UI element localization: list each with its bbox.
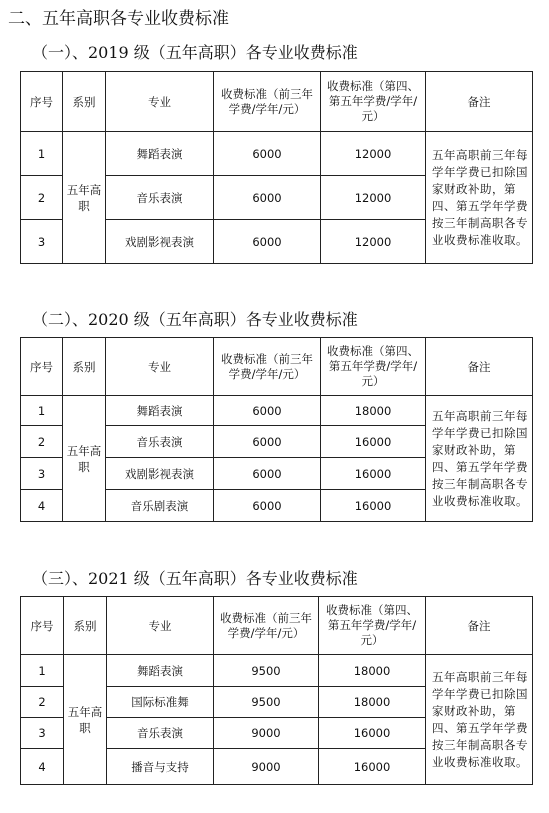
cell-major: 舞蹈表演 bbox=[106, 132, 214, 176]
cell-no: 1 bbox=[21, 396, 63, 426]
cell-no: 4 bbox=[21, 749, 64, 785]
cell-no: 3 bbox=[21, 718, 64, 749]
cell-major: 国际标准舞 bbox=[107, 687, 214, 718]
fee-table-2019 bbox=[20, 71, 533, 264]
cell-major: 音乐剧表演 bbox=[106, 490, 214, 522]
cell-department: 五年高职 bbox=[63, 132, 106, 264]
cell-fee-first: 6000 bbox=[214, 490, 321, 522]
cell-department: 五年高职 bbox=[63, 396, 106, 522]
cell-no: 3 bbox=[21, 220, 63, 264]
header-fee-later: 收费标准（第四、第五年学费/学年/元） bbox=[321, 72, 426, 132]
header-no: 序号 bbox=[21, 597, 64, 655]
cell-no: 3 bbox=[21, 458, 63, 490]
cell-fee-later: 16000 bbox=[321, 458, 426, 490]
cell-no: 2 bbox=[21, 426, 63, 458]
header-fee-first: 收费标准（前三年学费/学年/元） bbox=[214, 597, 319, 655]
header-major: 专业 bbox=[107, 597, 214, 655]
section-title-2020: （二）、2020 级（五年高职）各专业收费标准 bbox=[32, 310, 358, 329]
cell-fee-first: 6000 bbox=[214, 426, 321, 458]
cell-fee-later: 18000 bbox=[319, 655, 426, 687]
cell-fee-first: 6000 bbox=[214, 458, 321, 490]
header-no: 序号 bbox=[21, 72, 63, 132]
cell-no: 1 bbox=[21, 655, 64, 687]
cell-major: 戏剧影视表演 bbox=[106, 220, 214, 264]
cell-fee-first: 6000 bbox=[214, 220, 321, 264]
cell-no: 2 bbox=[21, 687, 64, 718]
cell-no: 4 bbox=[21, 490, 63, 522]
cell-fee-later: 16000 bbox=[319, 718, 426, 749]
header-note: 备注 bbox=[426, 597, 533, 655]
cell-major: 播音与支持 bbox=[107, 749, 214, 785]
header-fee-first: 收费标准（前三年学费/学年/元） bbox=[214, 338, 321, 396]
cell-fee-later: 12000 bbox=[321, 220, 426, 264]
header-fee-later: 收费标准（第四、第五年学费/学年/元） bbox=[319, 597, 426, 655]
cell-fee-first: 9500 bbox=[214, 687, 319, 718]
table-header-row bbox=[21, 597, 533, 655]
header-department: 系别 bbox=[63, 338, 106, 396]
cell-fee-later: 12000 bbox=[321, 132, 426, 176]
page-title: 二、五年高职各专业收费标准 bbox=[8, 9, 229, 29]
cell-major: 音乐表演 bbox=[106, 426, 214, 458]
header-department: 系别 bbox=[63, 72, 106, 132]
cell-fee-first: 9000 bbox=[214, 749, 319, 785]
cell-fee-later: 18000 bbox=[321, 396, 426, 426]
fee-table-2021 bbox=[20, 596, 533, 785]
cell-fee-later: 12000 bbox=[321, 176, 426, 220]
header-no: 序号 bbox=[21, 338, 63, 396]
cell-fee-first: 6000 bbox=[214, 132, 321, 176]
cell-fee-later: 16000 bbox=[321, 426, 426, 458]
cell-note: 五年高职前三年每学年学费已扣除国家财政补助，第四、第五学年学费按三年制高职各专业收费标准收取。 bbox=[426, 132, 533, 264]
cell-major: 音乐表演 bbox=[107, 718, 214, 749]
cell-note: 五年高职前三年每学年学费已扣除国家财政补助，第四、第五学年学费按三年制高职各专业收费标准收取。 bbox=[426, 655, 533, 785]
fee-table-2020 bbox=[20, 337, 533, 522]
header-major: 专业 bbox=[106, 72, 214, 132]
cell-fee-later: 16000 bbox=[319, 749, 426, 785]
cell-no: 2 bbox=[21, 176, 63, 220]
section-title-2019: （一）、2019 级（五年高职）各专业收费标准 bbox=[32, 43, 358, 62]
header-fee-first: 收费标准（前三年学费/学年/元） bbox=[214, 72, 321, 132]
cell-major: 舞蹈表演 bbox=[107, 655, 214, 687]
header-major: 专业 bbox=[106, 338, 214, 396]
table-header-row bbox=[21, 72, 533, 132]
cell-fee-first: 9500 bbox=[214, 655, 319, 687]
cell-no: 1 bbox=[21, 132, 63, 176]
cell-department: 五年高职 bbox=[64, 655, 107, 785]
cell-major: 戏剧影视表演 bbox=[106, 458, 214, 490]
table-row bbox=[21, 655, 533, 687]
cell-fee-first: 6000 bbox=[214, 396, 321, 426]
cell-fee-later: 18000 bbox=[319, 687, 426, 718]
cell-note: 五年高职前三年每学年学费已扣除国家财政补助，第四、第五学年学费按三年制高职各专业收费标准收取。 bbox=[426, 396, 533, 522]
cell-major: 舞蹈表演 bbox=[106, 396, 214, 426]
table-header-row bbox=[21, 338, 533, 396]
section-title-2021: （三）、2021 级（五年高职）各专业收费标准 bbox=[32, 569, 358, 588]
cell-major: 音乐表演 bbox=[106, 176, 214, 220]
header-fee-later: 收费标准（第四、第五年学费/学年/元） bbox=[321, 338, 426, 396]
cell-fee-later: 16000 bbox=[321, 490, 426, 522]
table-row bbox=[21, 132, 533, 176]
header-department: 系别 bbox=[64, 597, 107, 655]
cell-fee-first: 6000 bbox=[214, 176, 321, 220]
header-note: 备注 bbox=[426, 338, 533, 396]
cell-fee-first: 9000 bbox=[214, 718, 319, 749]
table-row bbox=[21, 396, 533, 426]
header-note: 备注 bbox=[426, 72, 533, 132]
